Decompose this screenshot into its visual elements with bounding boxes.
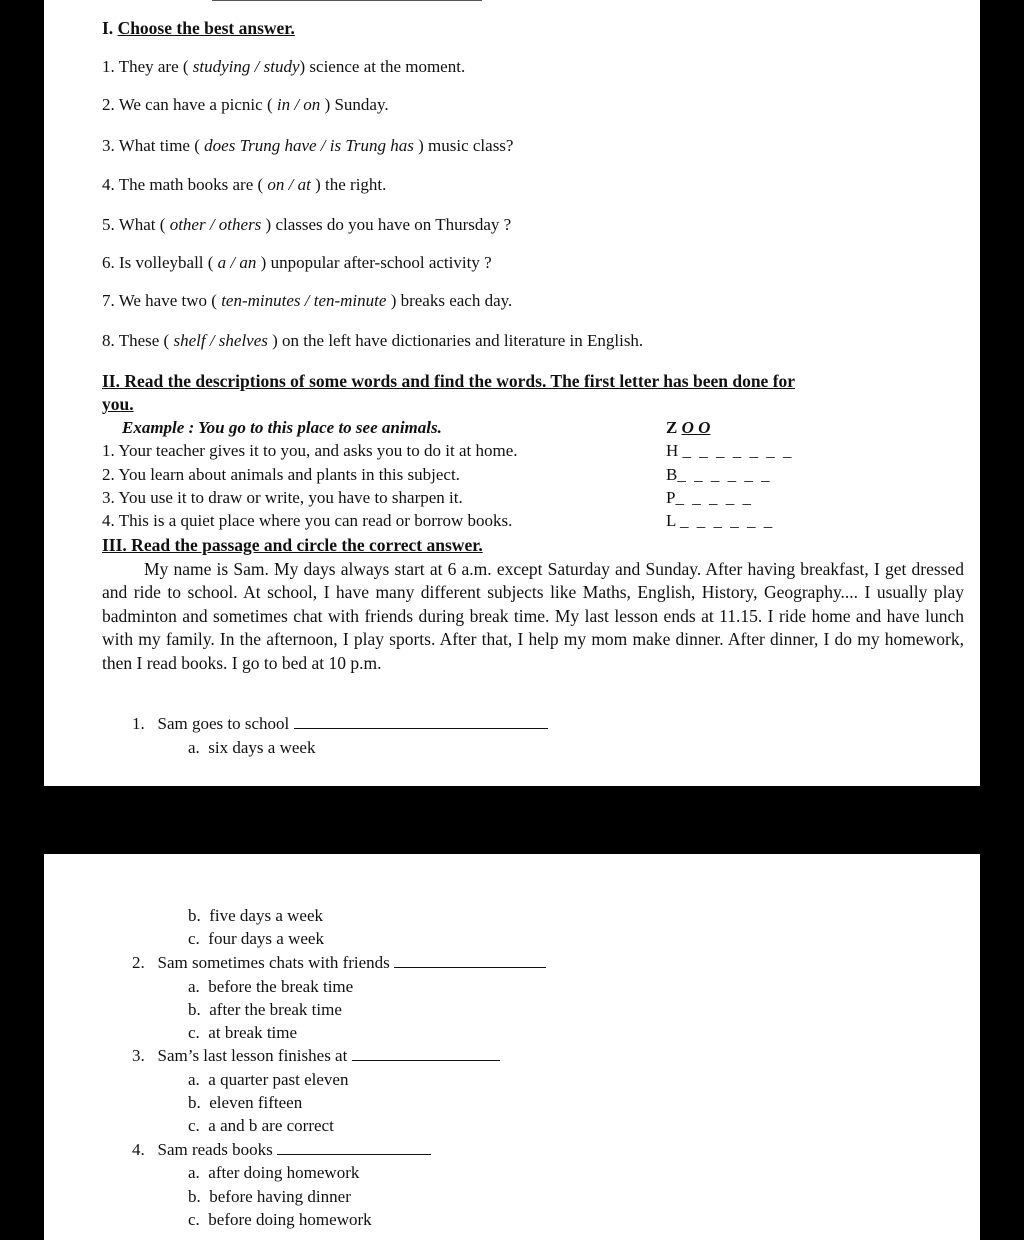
section-1-item: 6. Is volleyball ( a / an ) unpopular after-school activity ? xyxy=(102,253,492,272)
word-answer-slot: L _ _ _ _ _ _ xyxy=(666,511,775,530)
word-clue-item: 1. Your teacher gives it to you, and asks you to do it at home. xyxy=(102,441,518,460)
section-1-item: 7. We have two ( ten-minutes / ten-minute ) breaks each day. xyxy=(102,291,513,310)
worksheet-page-2 xyxy=(44,854,980,1240)
section-1-item: 5. What ( other / others ) classes do you have on Thursday ? xyxy=(102,215,512,234)
question-4-option-a[interactable]: a. after doing homework xyxy=(188,1163,360,1182)
section-2-heading-cont: you. xyxy=(102,394,134,414)
word-clue-item: 4. This is a quiet place where you can read or borrow books. xyxy=(102,511,513,530)
question-2-option-a[interactable]: a. before the break time xyxy=(188,977,354,996)
section-1-item: 4. The math books are ( on / at ) the right. xyxy=(102,175,387,194)
question-2: 2. Sam sometimes chats with friends xyxy=(132,953,546,973)
reading-passage: My name is Sam. My days always start at 6 a.m. except Saturday and Sunday. After having breakfast, I get dressed and ride to school. At school, I have many different subjects like Maths, English, History, Geography.... I usually play badminton and sometimes chat with friends during break time. My last lesson ends at 11.15. I ride home and have lunch with my family. In the afternoon, I play sports. After that, I help my mom make dinner. After dinner, I do my homework, then I read books. I go to bed at 10 p.m. xyxy=(102,559,964,673)
question-4-option-c[interactable]: c. before doing homework xyxy=(188,1210,372,1229)
example-answer: Z O O xyxy=(666,418,711,437)
question-4: 4. Sam reads books xyxy=(132,1140,431,1160)
word-clue-item: 2. You learn about animals and plants in this subject. xyxy=(102,465,460,484)
section-1-item: 3. What time ( does Trung have / is Trung has ) music class? xyxy=(102,136,514,155)
section-1-item: 2. We can have a picnic ( in / on ) Sunday. xyxy=(102,95,389,114)
section-1-item: 8. These ( shelf / shelves ) on the left have dictionaries and literature in English. xyxy=(102,331,644,350)
question-2-option-b[interactable]: b. after the break time xyxy=(188,1000,342,1019)
question-1: 1. Sam goes to school xyxy=(132,714,548,734)
top-rule xyxy=(212,0,482,1)
question-3-option-c[interactable]: c. a and b are correct xyxy=(188,1116,334,1135)
question-1-option-a[interactable]: a. six days a week xyxy=(188,738,316,757)
word-clue-item: 3. You use it to draw or write, you have to sharpen it. xyxy=(102,488,463,507)
word-answer-slot: H _ _ _ _ _ _ _ xyxy=(666,441,794,460)
section-1-heading: I. Choose the best answer. xyxy=(102,18,295,38)
worksheet-page-1 xyxy=(44,0,980,786)
question-3: 3. Sam’s last lesson finishes at xyxy=(132,1046,500,1066)
word-answer-slot: B_ _ _ _ _ _ xyxy=(666,465,772,484)
question-3-option-a[interactable]: a. a quarter past eleven xyxy=(188,1070,349,1089)
question-2-option-c[interactable]: c. at break time xyxy=(188,1023,298,1042)
section-1-item: 1. They are ( studying / study) science at the moment. xyxy=(102,57,466,76)
word-answer-slot: P_ _ _ _ _ xyxy=(666,488,753,507)
question-1-option-c[interactable]: c. four days a week xyxy=(188,929,324,948)
section-2-heading: II. Read the descriptions of some words and find the words. The first letter has been done for xyxy=(102,371,796,391)
question-3-option-b[interactable]: b. eleven fifteen xyxy=(188,1093,303,1112)
question-4-option-b[interactable]: b. before having dinner xyxy=(188,1187,351,1206)
example-text: Example : You go to this place to see animals. xyxy=(122,418,442,437)
question-1-option-b[interactable]: b. five days a week xyxy=(188,906,324,925)
section-3-heading: III. Read the passage and circle the correct answer. xyxy=(102,535,483,555)
